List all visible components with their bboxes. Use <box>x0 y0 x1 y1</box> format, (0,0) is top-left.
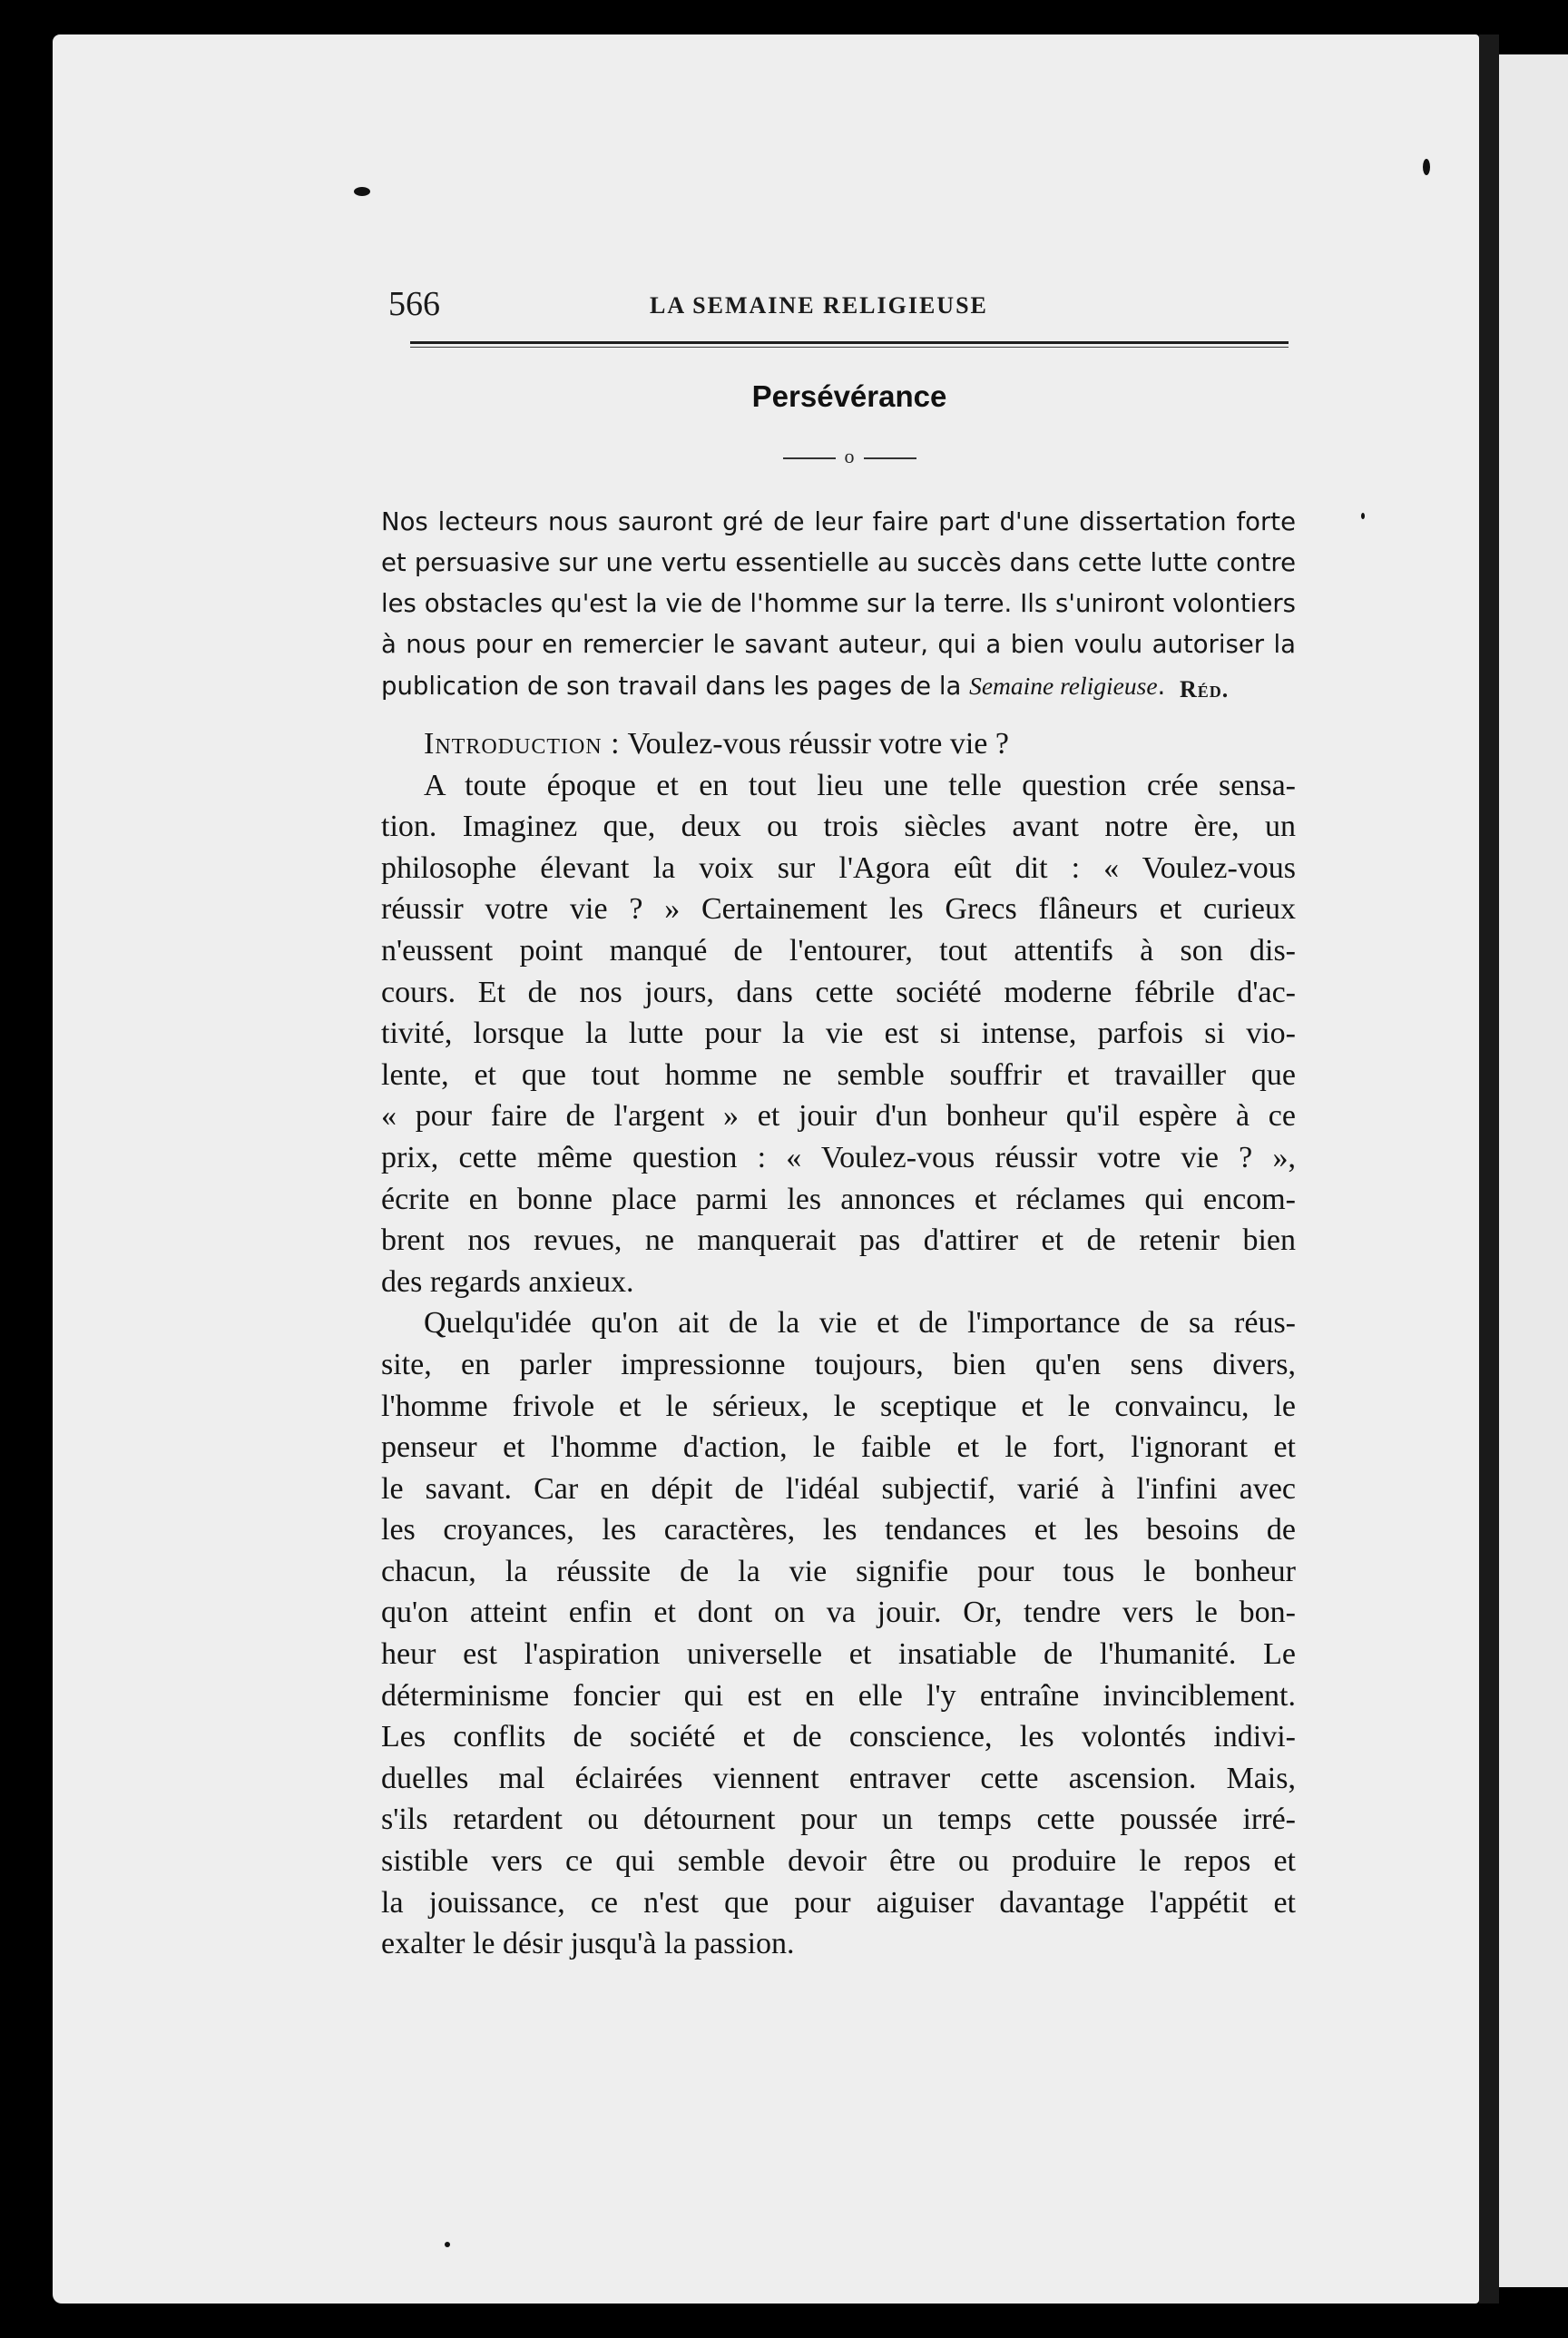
paragraph-1 <box>381 765 1296 1303</box>
body-line: s'ils retardent ou détournent pour un temps cette poussée irré- <box>381 1803 1296 1837</box>
page-header <box>388 284 1287 326</box>
paragraph-2 <box>381 1302 1296 1965</box>
body-line: l'homme frivole et le sérieux, le sceptique et le convaincu, le <box>381 1389 1296 1423</box>
editor-signature <box>1180 676 1229 703</box>
body-line: chacun, la réussite de la vie signifie pour tous le bonheur <box>381 1554 1296 1588</box>
body-line: des regards anxieux. <box>381 1264 634 1299</box>
body-line: A toute époque et en tout lieu une telle question crée sensa- <box>424 768 1296 802</box>
header-rule <box>410 341 1289 344</box>
page-number: 566 <box>388 285 440 323</box>
body-line: exalter le désir jusqu'à la passion. <box>381 1927 795 1961</box>
body-line: Quelqu'idée qu'on ait de la vie et de l'importance de sa réus- <box>424 1306 1296 1341</box>
scan-speck <box>1361 513 1365 519</box>
editor-note <box>381 502 1296 707</box>
body-line: brent nos revues, ne manquerait pas d'attirer et de retenir bien <box>381 1223 1296 1258</box>
scan-speck <box>1423 159 1430 175</box>
header-rule-thin <box>410 347 1289 348</box>
body-line: tivité, lorsque la lutte pour la vie est si intense, parfois si vio- <box>381 1017 1296 1051</box>
body-line: duelles mal éclairées viennent entraver cette ascension. Mais, <box>381 1761 1296 1795</box>
body-line: « pour faire de l'argent » et jouir d'un bonheur qu'il espère à ce <box>381 1099 1296 1134</box>
intro-line <box>381 723 1296 765</box>
body-line: écrite en bonne place parmi les annonces et réclames qui encom- <box>381 1182 1296 1216</box>
body-line: penseur et l'homme d'action, le faible et le fort, l'ignorant et <box>381 1430 1296 1465</box>
note-punctuation: . <box>1157 672 1166 701</box>
note-line-last <box>381 665 1296 707</box>
note-line: Nos lecteurs nous sauront gré de leur faire part d'une dissertation forte <box>381 507 1296 536</box>
body-line: n'eussent point manqué de l'entourer, tout attentifs à son dis- <box>381 933 1296 968</box>
body-line: philosophe élevant la voix sur l'Agora eût dit : « Voulez-vous <box>381 850 1296 885</box>
note-line: les obstacles qu'est la vie de l'homme sur la terre. Ils s'uniront volontiers <box>381 589 1296 618</box>
body-line: cours. Et de nos jours, dans cette société moderne fébrile d'ac- <box>381 975 1296 1009</box>
body-line: déterminisme foncier qui est en elle l'y entraîne invinciblement. <box>381 1678 1296 1713</box>
body-line: le savant. Car en dépit de l'idéal subjectif, varié à l'infini avec <box>381 1471 1296 1506</box>
binding-shadow <box>1479 34 1499 2304</box>
scan-speck <box>445 2242 450 2247</box>
body-line: Les conflits de société et de conscience, les volontés indivi- <box>381 1720 1296 1754</box>
adjacent-page-edge <box>1499 54 1568 2287</box>
title-ornament <box>410 445 1289 468</box>
article-title: Persévérance <box>751 379 947 413</box>
note-line: à nous pour en remercier le savant auteur, qui a bien voulu autoriser la <box>381 630 1296 659</box>
signature-text: Réd. <box>1180 676 1230 702</box>
body-line: prix, cette même question : « Voulez-vous réussir votre vie ? », <box>381 1140 1296 1174</box>
body-line: site, en parler impressionne toujours, bien qu'en sens divers, <box>381 1347 1296 1381</box>
note-line: et persuasive sur une vertu essentielle au succès dans cette lutte contre <box>381 548 1296 577</box>
body-line: heur est l'aspiration universelle et insatiable de l'humanité. Le <box>381 1637 1296 1672</box>
article-body <box>381 723 1296 1965</box>
body-line: tion. Imaginez que, deux ou trois siècles avant notre ère, un <box>381 810 1296 844</box>
intro-question: Voulez-vous réussir votre vie ? <box>627 727 1009 761</box>
body-line: sistible vers ce qui semble devoir être ou produire le repos et <box>381 1844 1296 1879</box>
body-line: lente, et que tout homme ne semble souffrir et travailler que <box>381 1057 1296 1092</box>
body-line: les croyances, les caractères, les tendances et les besoins de <box>381 1513 1296 1547</box>
scan-speck <box>354 187 370 196</box>
body-line: qu'on atteint enfin et dont on va jouir. Or, tendre vers le bon- <box>381 1596 1296 1630</box>
body-line: réussir votre vie ? » Certainement les Grecs flâneurs et curieux <box>381 892 1296 927</box>
ornament-glyph: o <box>844 445 855 467</box>
note-text: publication de son travail dans les pages de la <box>381 672 970 701</box>
body-line: la jouissance, ce n'est que pour aiguiser davantage l'appétit et <box>381 1885 1296 1920</box>
intro-label: Introduction : <box>424 727 621 761</box>
publication-name: Semaine religieuse <box>969 672 1158 700</box>
running-head: LA SEMAINE RELIGIEUSE <box>650 292 988 319</box>
